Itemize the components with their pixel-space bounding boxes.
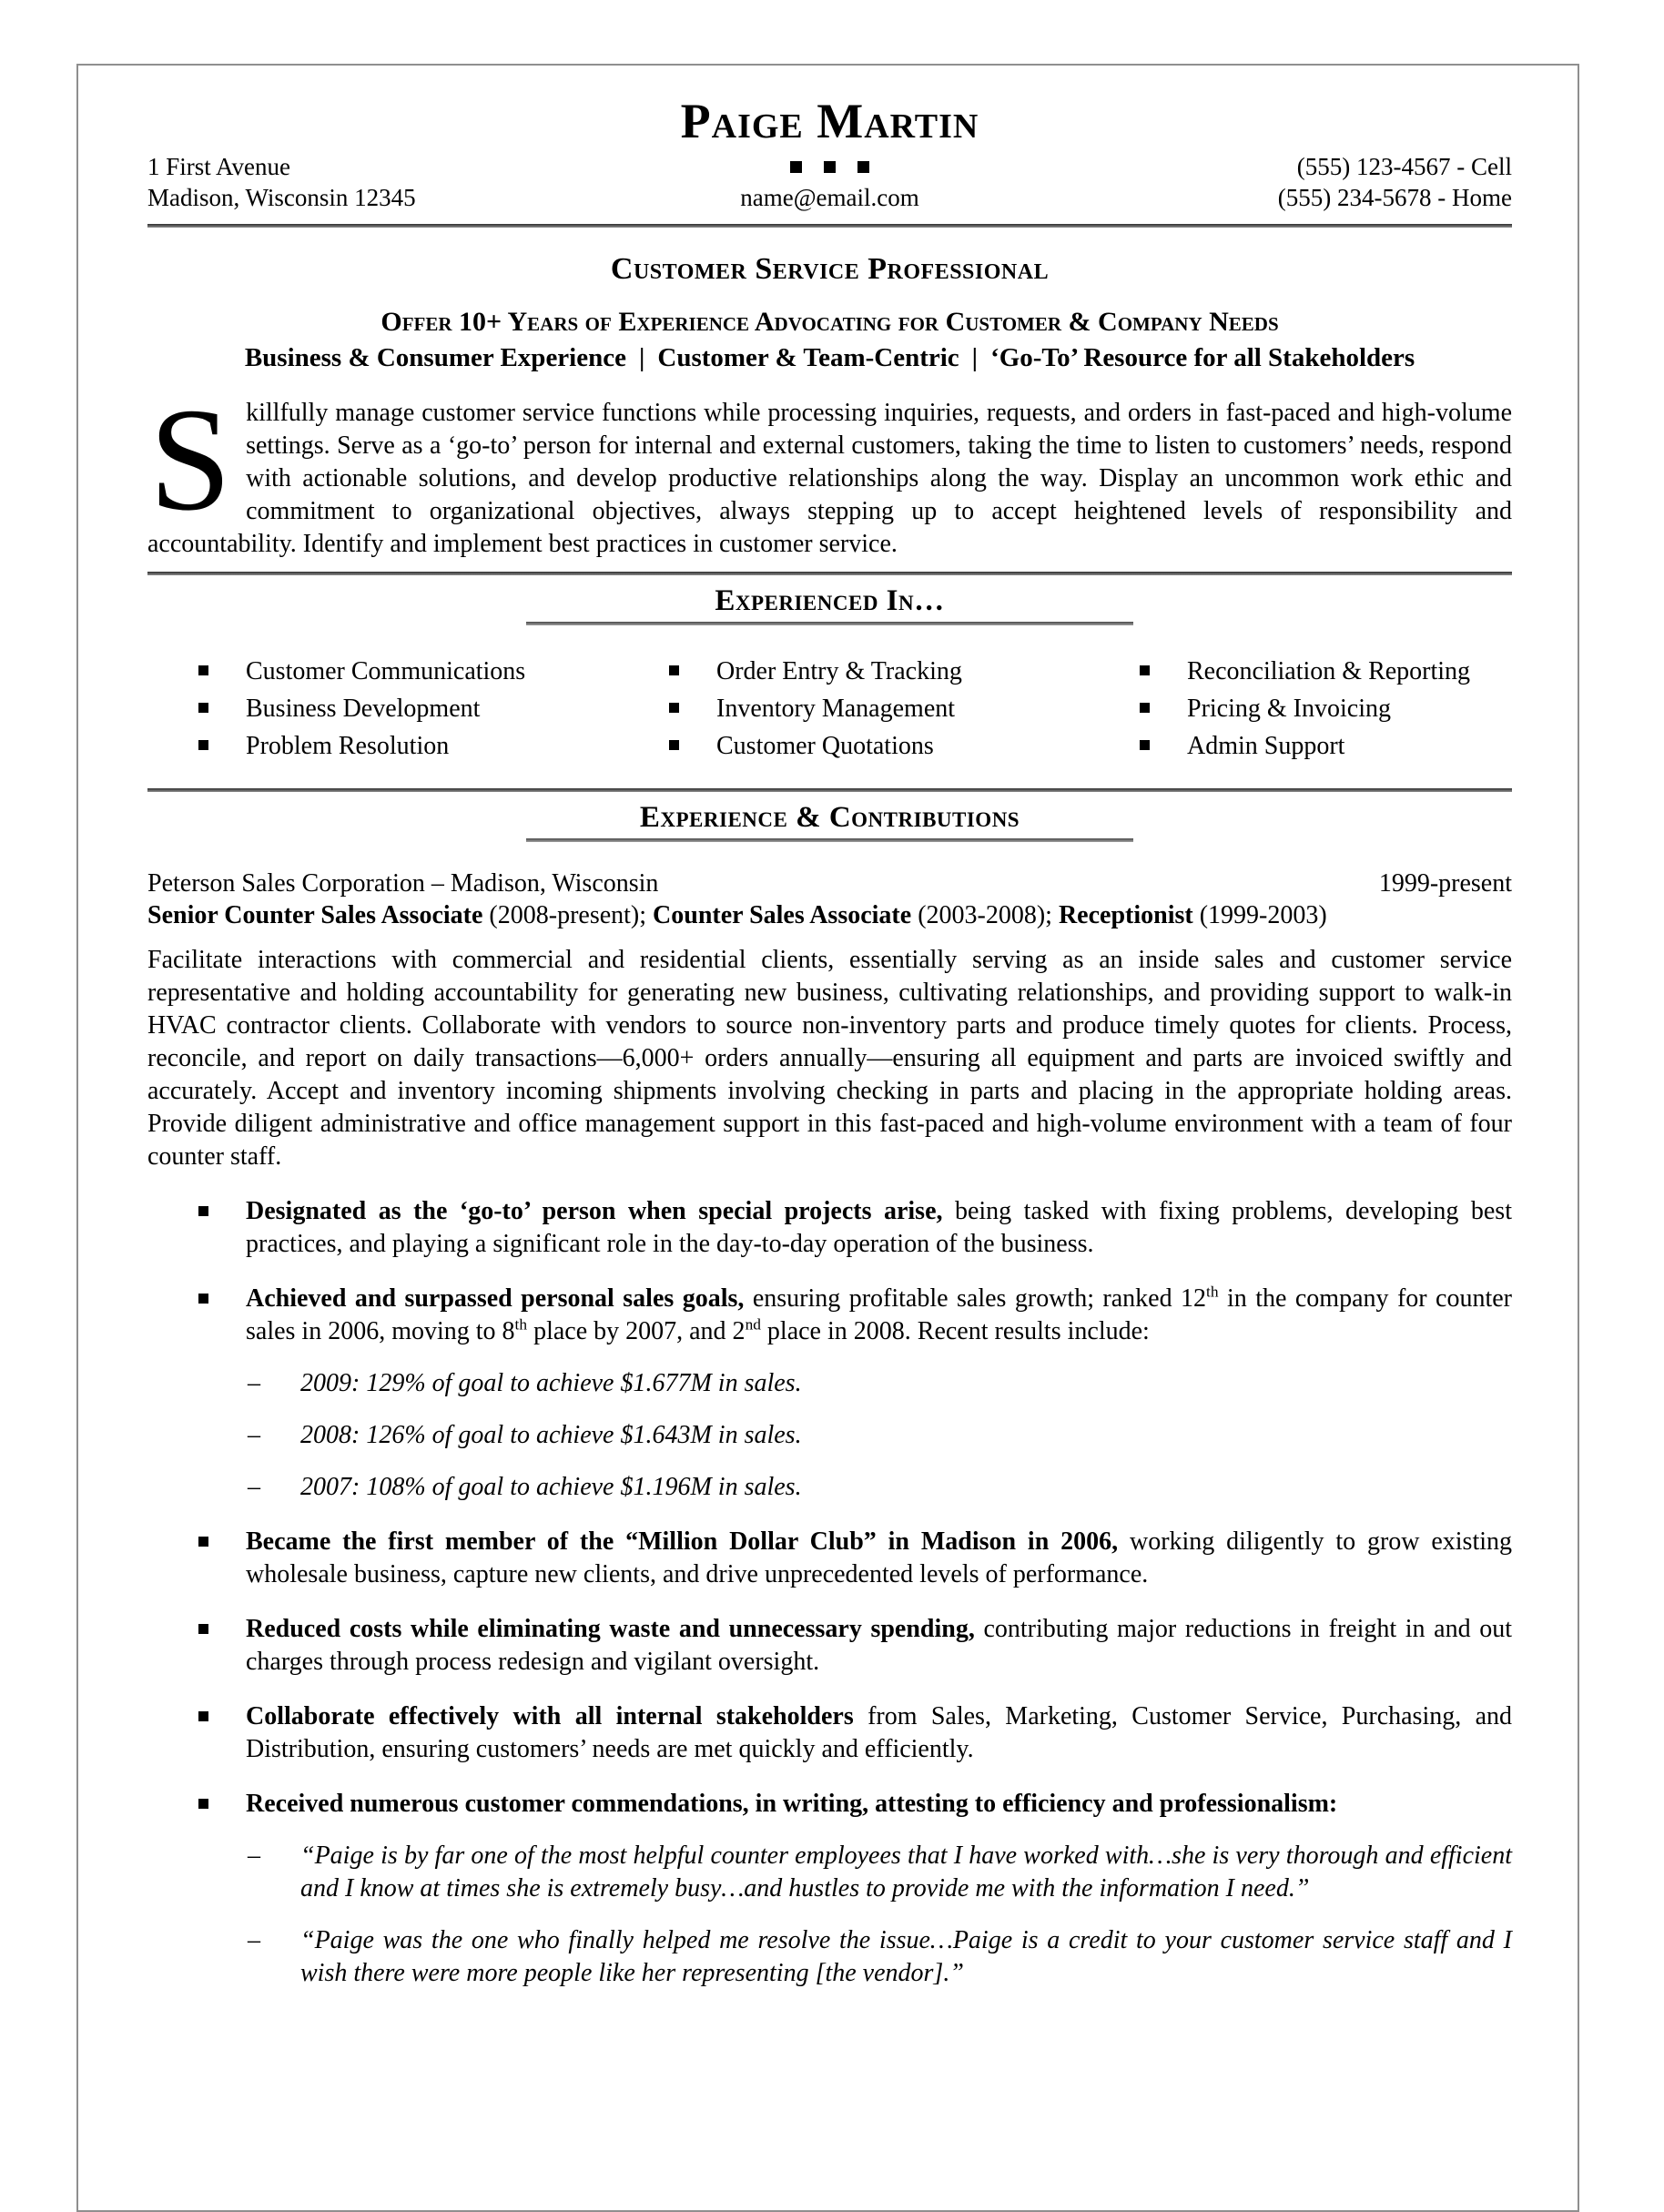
bullet-square-icon bbox=[1140, 740, 1150, 750]
job-title-dates: (2003-2008); bbox=[911, 901, 1059, 929]
achievement-bullet bbox=[147, 1788, 1512, 1821]
skill-label: Problem Resolution bbox=[246, 732, 450, 760]
bullet-square-icon bbox=[669, 703, 679, 713]
contact-phones bbox=[1071, 151, 1512, 213]
tagline-part-3: ‘Go-To’ Resource for all Stakeholders bbox=[990, 343, 1415, 372]
achievement-bullet bbox=[147, 1195, 1512, 1261]
professional-title: Customer Service Professional bbox=[610, 252, 1050, 286]
company-name: Peterson Sales Corporation – Madison, Wisconsin bbox=[147, 869, 659, 898]
resume-page bbox=[76, 64, 1579, 2212]
dash-marker-icon: – bbox=[248, 1369, 260, 1397]
dash-marker-icon: – bbox=[248, 1421, 260, 1449]
job-title: Receptionist bbox=[1058, 901, 1193, 929]
address-line2: Madison, Wisconsin 12345 bbox=[147, 184, 416, 211]
sales-result-item bbox=[147, 1471, 1512, 1504]
skill-item bbox=[147, 729, 618, 763]
customer-quote bbox=[147, 1840, 1512, 1905]
bullet-body: working diligently to grow existing wholesale business, capture new clients, and drive unprecedented levels of performance. bbox=[246, 1527, 1513, 1588]
bullet-body: place in 2008. Recent results include: bbox=[760, 1317, 1150, 1345]
section-divider-2 bbox=[147, 788, 1512, 792]
dash-marker-icon: – bbox=[248, 1926, 260, 1954]
contact-center bbox=[588, 151, 1072, 213]
resume-content bbox=[78, 66, 1578, 1990]
quote-text: “Paige is by far one of the most helpful counter employees that I have worked with…she is very thorough and efficient and I know at times she is extremely busy…and hustles to provide me with the information I need.” bbox=[300, 1842, 1512, 1903]
skill-label: Inventory Management bbox=[716, 695, 956, 723]
skill-item bbox=[1089, 654, 1510, 688]
tagline-pipe-1: | bbox=[638, 343, 645, 372]
bullet-body: being tasked with fixing problems, developing best practices, and playing a significant role in the day-to-day operation of the business. bbox=[246, 1197, 1512, 1258]
section-heading-experienced-in: Experienced In… bbox=[715, 584, 945, 617]
sales-result-text: 2008: 126% of goal to achieve $1.643M in sales. bbox=[300, 1421, 802, 1449]
job-title-dates: (2008-present); bbox=[482, 901, 654, 929]
bullet-square-icon bbox=[198, 1537, 208, 1547]
skill-item bbox=[618, 654, 1089, 688]
headline-tagline bbox=[147, 340, 1512, 375]
dropcap-letter: S bbox=[149, 379, 232, 542]
bullet-lead: Became the first member of the “Million Dollar Club” in Madison in 2006, bbox=[246, 1527, 1119, 1556]
headline-subtitle: Offer 10+ Years of Experience Advocating for Customer & Company Needs bbox=[380, 307, 1279, 337]
sales-result-item bbox=[147, 1419, 1512, 1452]
achievement-bullet bbox=[147, 1283, 1512, 1348]
bullet-square-icon bbox=[198, 1206, 208, 1216]
job-title-dates: (1999-2003) bbox=[1192, 901, 1327, 929]
bullet-body: from Sales, Marketing, Customer Service, Purchasing, and Distribution, ensuring customers’ needs are met quickly and efficiently. bbox=[246, 1702, 1512, 1763]
summary-paragraph bbox=[147, 379, 1512, 561]
section-heading-experience: Experience & Contributions bbox=[639, 801, 1020, 834]
skill-item bbox=[1089, 692, 1510, 725]
header-divider bbox=[147, 224, 1512, 228]
bullet-lead: Achieved and surpassed personal sales goals, bbox=[246, 1284, 745, 1313]
sales-result-text: 2009: 129% of goal to achieve $1.677M in sales. bbox=[300, 1369, 802, 1397]
dash-marker-icon: – bbox=[248, 1842, 260, 1870]
section-divider-1 bbox=[147, 572, 1512, 575]
customer-quote bbox=[147, 1924, 1512, 1990]
company-row bbox=[147, 868, 1512, 899]
bullet-square-icon bbox=[669, 740, 679, 750]
bullet-square-icon bbox=[669, 665, 679, 675]
bullet-lead: Received numerous customer commendations, in writing, attesting to efficiency and professionalism: bbox=[246, 1790, 1338, 1818]
job-title: Counter Sales Associate bbox=[653, 901, 912, 929]
bullet-lead: Reduced costs while eliminating waste and unnecessary spending, bbox=[246, 1615, 975, 1643]
bullet-square-icon bbox=[198, 703, 208, 713]
sales-result-item bbox=[147, 1367, 1512, 1400]
section-heading-underline-1 bbox=[526, 622, 1133, 625]
person-name: Paige Martin bbox=[680, 94, 979, 148]
bullet-square-icon bbox=[1140, 665, 1150, 675]
skill-item bbox=[147, 692, 618, 725]
tagline-part-2: Customer & Team-Centric bbox=[657, 343, 959, 372]
skill-item bbox=[147, 654, 618, 688]
bullet-square-icon bbox=[198, 665, 208, 675]
bullet-body: contributing major reductions in freight in and out charges through process redesign and vigilant oversight. bbox=[246, 1615, 1513, 1676]
bullet-body: in the company for counter sales in 2006, moving to 8 bbox=[246, 1284, 1513, 1345]
bullet-square-icon bbox=[198, 1799, 208, 1809]
bullet-square-icon bbox=[1140, 703, 1150, 713]
bullet-square-icon bbox=[198, 1711, 208, 1721]
dash-marker-icon: – bbox=[248, 1473, 260, 1501]
bullet-square-icon bbox=[198, 740, 208, 750]
email-text: name@email.com bbox=[740, 184, 919, 211]
ordinal-superscript: th bbox=[514, 1315, 528, 1334]
tagline-part-1: Business & Consumer Experience bbox=[244, 343, 626, 372]
ordinal-superscript: nd bbox=[745, 1315, 761, 1334]
phone-cell: (555) 123-4567 - Cell bbox=[1296, 153, 1512, 180]
job-title: Senior Counter Sales Associate bbox=[147, 901, 483, 929]
skill-label: Reconciliation & Reporting bbox=[1187, 657, 1471, 685]
separator-squares-icon bbox=[588, 151, 1072, 182]
bullet-square-icon bbox=[198, 1294, 208, 1304]
job-titles-line bbox=[147, 899, 1512, 931]
section-heading-underline-2 bbox=[526, 838, 1133, 842]
tagline-pipe-2: | bbox=[971, 343, 979, 372]
bullet-lead: Collaborate effectively with all internal stakeholders bbox=[246, 1702, 854, 1730]
sales-result-text: 2007: 108% of goal to achieve $1.196M in sales. bbox=[300, 1473, 802, 1501]
skill-item bbox=[618, 729, 1089, 763]
skill-label: Business Development bbox=[246, 695, 481, 723]
skill-label: Admin Support bbox=[1187, 732, 1345, 760]
achievement-bullet bbox=[147, 1526, 1512, 1591]
contact-block bbox=[147, 151, 1512, 213]
role-overview-paragraph: Facilitate interactions with commercial and residential clients, essentially serving as an inside sales and customer service representative and holding accountability for generating new business, cultivating relationships, and providing support to walk-in HVAC contractor clients. Collaborate with vendors to source non-inventory parts and produce timely quotes for clients. Process, reconcile, and report on daily transactions—6,000+ orders annually—ensuring all equipment and parts are invoiced swiftly and accurately. Accept and inventory incoming shipments involving checking in parts and placing in the appropriate holding areas. Provide diligent administrative and office management support in this fast-paced and high-volume environment with a team of four counter staff. bbox=[147, 946, 1512, 1171]
ordinal-superscript: th bbox=[1206, 1283, 1219, 1301]
phone-home: (555) 234-5678 - Home bbox=[1277, 184, 1512, 211]
skill-label: Order Entry & Tracking bbox=[716, 657, 962, 685]
achievement-bullet bbox=[147, 1700, 1512, 1766]
skill-item bbox=[1089, 729, 1510, 763]
skill-label: Pricing & Invoicing bbox=[1187, 695, 1391, 723]
bullet-body: ensuring profitable sales growth; ranked 12 bbox=[744, 1284, 1207, 1313]
bullet-body: place by 2007, and 2 bbox=[527, 1317, 746, 1345]
skill-label: Customer Communications bbox=[246, 657, 526, 685]
summary-text: killfully manage customer service functions while processing inquiries, requests, and orders in fast-paced and high-volume settings. Serve as a ‘go-to’ person for internal and external customers, taking the time to listen to customers’ needs, respond with actionable solutions, and develop productive relationships along the way. Display an uncommon work ethic and commitment to organizational objectives, always stepping up to accept heightened levels of responsibility and accountability. Identify and implement best practices in customer service. bbox=[147, 399, 1512, 558]
employment-dates: 1999-present bbox=[1378, 869, 1512, 898]
bullet-lead: Designated as the ‘go-to’ person when special projects arise, bbox=[246, 1197, 943, 1225]
achievement-bullet bbox=[147, 1613, 1512, 1679]
bullet-square-icon bbox=[198, 1624, 208, 1634]
skill-item bbox=[618, 692, 1089, 725]
quote-text: “Paige was the one who finally helped me resolve the issue…Paige is a credit to your customer service staff and I wish there were more people like her representing [the vendor].” bbox=[300, 1926, 1512, 1987]
contact-address bbox=[147, 151, 588, 213]
skill-label: Customer Quotations bbox=[716, 732, 934, 760]
skills-grid bbox=[147, 654, 1512, 763]
address-line1: 1 First Avenue bbox=[147, 153, 290, 180]
